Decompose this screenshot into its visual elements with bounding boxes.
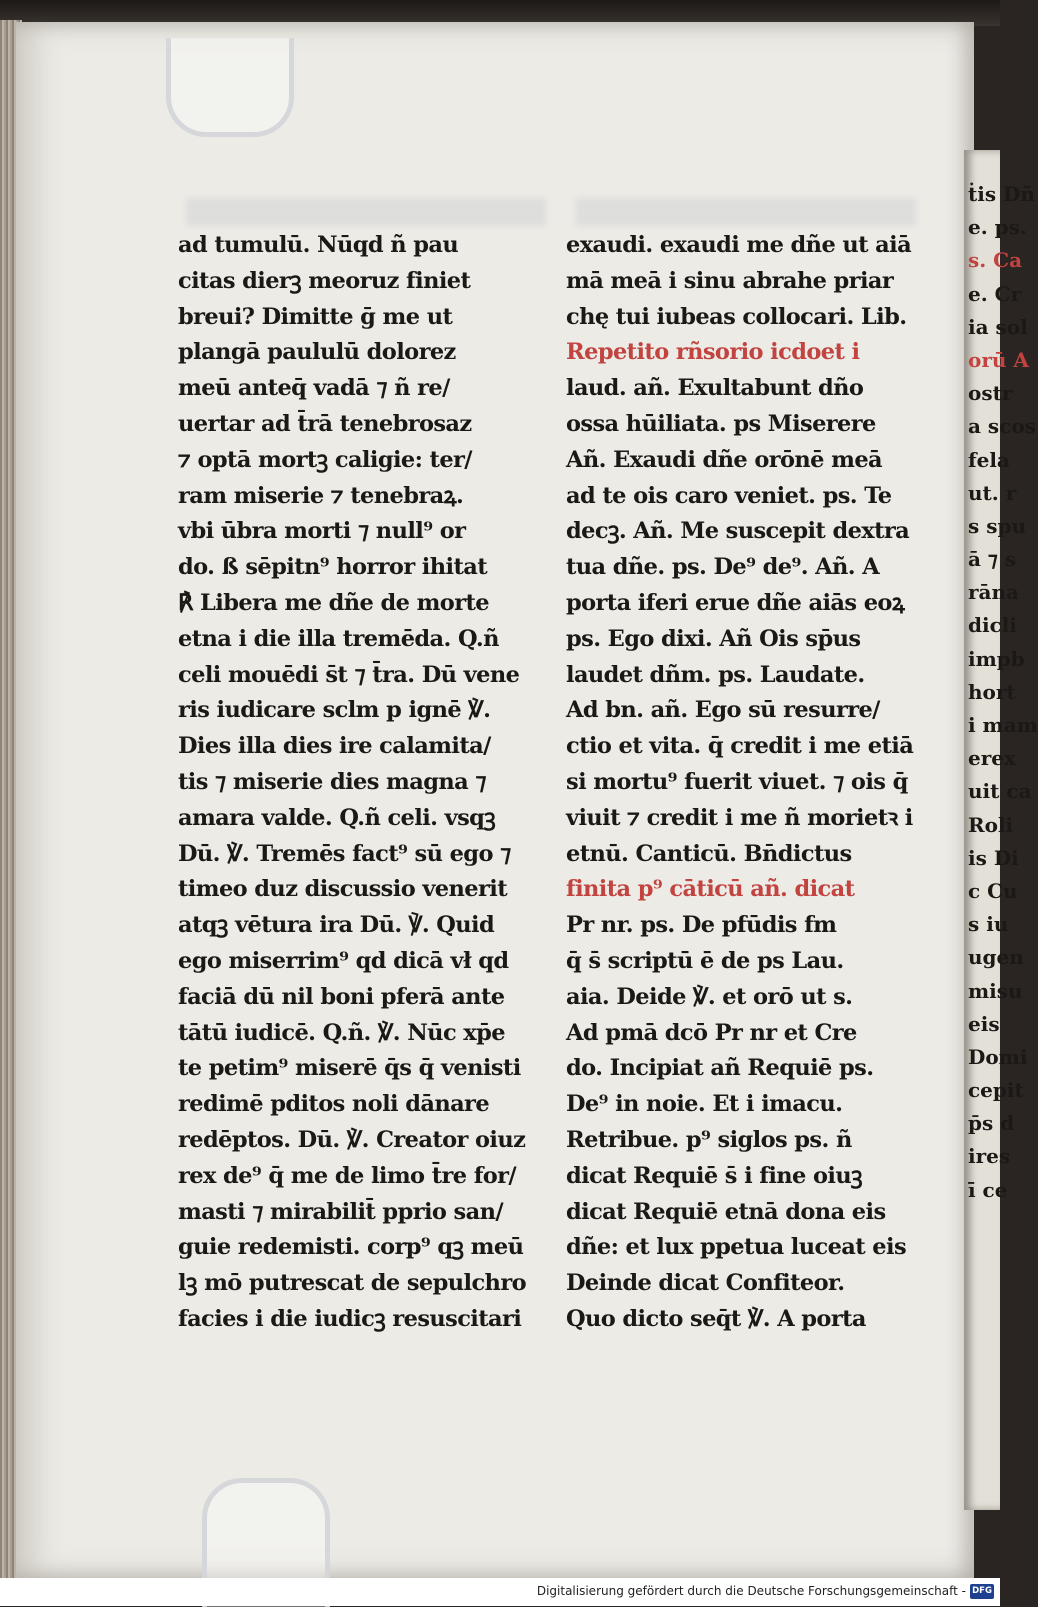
edge-line: e. ps. (968, 215, 1027, 240)
edge-line: impb (968, 646, 1025, 671)
text-line: ego miserrim⁹ qd dicā vł qd (178, 947, 509, 974)
text-line: ctio et vita. q̄ credit i me etiā (566, 733, 914, 760)
text-line: meū anteq̄ vadā ⁊ ñ re/ (178, 375, 450, 402)
text-line: ris iudicare sclm p ignē ℣. (178, 697, 491, 724)
edge-line: erex (968, 746, 1016, 771)
edge-line: ugen (968, 945, 1024, 970)
text-line: dicat Requiē etnā dona eis (566, 1198, 886, 1225)
edge-line: ṫis Dñ (968, 182, 1035, 206)
edge-line: Roli (968, 812, 1014, 837)
edge-line: ut. r (968, 480, 1017, 505)
text-line: rex de⁹ q̄ me de limo t̄re for/ (178, 1162, 517, 1189)
edge-line: ia sol (968, 314, 1028, 339)
edge-line: s spu (968, 513, 1027, 538)
text-line: porta iferi erue dñe aiās eoꝝ (566, 589, 905, 616)
text-line: do. ß sēpitn⁹ horror ihitat (178, 554, 488, 581)
text-line: redēptos. Dū. ℣. Creator oiuz (178, 1126, 526, 1153)
text-line: ℟ Libera me dñe de morte (178, 589, 489, 616)
edge-line: cepit (968, 1078, 1024, 1103)
text-line: Dū. ℣. Tremēs fact⁹ sū ego ⁊ (178, 840, 511, 867)
edge-line: eis (968, 1011, 1000, 1036)
text-line: Añ. Exaudi dñe orōnē meā (566, 446, 883, 473)
text-line: amara valde. Q.ñ celi. vsqꝫ (178, 804, 496, 831)
funding-credit: Digitalisierung gefördert durch die Deutsche Forschungsgemeinschaft - (536, 1584, 966, 1598)
text-line: faciā dū nil boni pferā ante (178, 983, 505, 1010)
rubric-line: Repetito rñsorio icdoet i (566, 339, 860, 366)
text-line: redimē pditos noli dānare (178, 1091, 490, 1118)
text-line: Quo dicto seq̄t ℣. A porta (566, 1305, 866, 1332)
edge-line: uit ca (968, 779, 1032, 804)
text-line: Ad bn. añ. Ego sū resurre/ (566, 697, 880, 724)
text-line: laud. añ. Exultabunt dño (566, 375, 864, 402)
edge-line: e. Cr (968, 281, 1022, 306)
text-line: si mortu⁹ fuerit viuet. ⁊ ois q̄ (566, 768, 908, 795)
edge-line: fela (968, 447, 1010, 472)
edge-line: ostr (968, 381, 1013, 406)
show-through-text (186, 198, 546, 226)
edge-line: misu (968, 978, 1023, 1003)
text-line: tis ⁊ miserie dies magna ⁊ (178, 768, 486, 795)
text-line: Deinde dicat Confiteor. (566, 1270, 845, 1297)
text-line: te petim⁹ miserē q̄s q̄ venisti (178, 1055, 521, 1082)
text-line: viuit ⁊ credit i me ñ morietꝛ i (566, 804, 913, 831)
page-clip-top (166, 38, 294, 137)
text-line: ossa hūiliata. ps Miserere (566, 410, 876, 437)
text-line: uertar ad t̄rā tenebrosaz (178, 410, 472, 437)
text-line: mā meā i sinu abrahe priar (566, 267, 894, 294)
edge-line: ī ce (968, 1177, 1008, 1202)
right-text-column (566, 228, 916, 1338)
text-line: facies i die iudicꝫ resuscitari (178, 1305, 522, 1332)
text-line: guie redemisti. corp⁹ qꝫ meū (178, 1234, 524, 1261)
text-line: Dies illa dies ire calamita/ (178, 733, 491, 760)
text-line: ram miserie ⁊ tenebraꝝ. (178, 482, 464, 509)
text-line: breui? Dimitte ḡ me ut (178, 303, 453, 330)
edge-line: s iu (968, 912, 1009, 937)
text-line: citas dierꝫ meoruz finiet (178, 267, 471, 294)
edge-line: p̄s d (968, 1111, 1015, 1136)
edge-line: orū A (968, 347, 1029, 372)
text-line: ad tumulū. Nūqd ñ pau (178, 232, 459, 258)
text-line: Ad pmā dcō Pr nr et Cre (566, 1019, 857, 1046)
edge-line: Domi (968, 1044, 1028, 1069)
text-line: laudet dñm. ps. Laudate. (566, 661, 865, 688)
text-line: ps. Ego dixi. Añ Ois sp̄us (566, 625, 861, 652)
edge-line: i mam (968, 713, 1038, 737)
text-line: masti ⁊ mirabilit̄ pprio san/ (178, 1198, 503, 1225)
text-line: dicat Requiē s̄ i fine oiuꝫ (566, 1162, 863, 1189)
text-line: plangā paululū dolorez (178, 339, 456, 366)
edge-line: dicli (968, 613, 1017, 638)
text-line: dñe: et lux ppetua luceat eis (566, 1234, 907, 1261)
edge-line: hort (968, 679, 1016, 704)
text-line: Retribue. p⁹ siglos ps. ñ (566, 1126, 852, 1153)
text-line: decꝫ. Añ. Me suscepit dextra (566, 518, 910, 545)
text-line: ad te ois caro veniet. ps. Te (566, 482, 892, 509)
edge-line: s. Ca (968, 248, 1023, 273)
text-line: celi mouēdi s̄t ⁊ t̄ra. Dū vene (178, 661, 520, 688)
text-line: exaudi. exaudi me dñe ut aiā (566, 232, 912, 258)
text-line: q̄ s̄ scriptū ē de ps Lau. (566, 947, 844, 974)
text-line: etna i die illa tremēda. Q.ñ (178, 625, 499, 652)
next-page-text (964, 150, 1038, 1207)
edge-line: rāna (968, 580, 1019, 605)
rubric-line: finita p⁹ cāticū añ. dicat (566, 876, 855, 903)
text-line: chę tui iubeas collocari. Lib. (566, 303, 907, 330)
edge-line: is Di (968, 845, 1019, 870)
edge-line: c Cu (968, 878, 1018, 903)
text-line: do. Incipiat añ Requiē ps. (566, 1055, 874, 1082)
text-line: tua dñe. ps. De⁹ de⁹. Añ. A (566, 554, 880, 581)
text-line: lꝫ mō putrescat de sepulchro (178, 1270, 526, 1297)
footer-bar (0, 1578, 1000, 1606)
text-line: vbi ūbra morti ⁊ null⁹ or (178, 518, 466, 545)
dfg-logo: DFG (970, 1584, 994, 1599)
text-line: Pr nr. ps. De pfūdis fm (566, 912, 837, 939)
text-line: ⁊ optā mortꝫ caligie: ter/ (178, 446, 472, 473)
show-through-text (576, 198, 916, 226)
edge-line: ires (968, 1144, 1011, 1169)
text-line: timeo duz discussio venerit (178, 876, 507, 903)
text-line: atqꝫ vētura ira Dū. ℣. Quid (178, 912, 495, 939)
text-line: etnū. Canticū. Bn̄dictus (566, 840, 852, 867)
edge-line: a scos (968, 414, 1036, 439)
text-line: aia. Deide ℣. et orō ut s. (566, 983, 853, 1010)
edge-line: ā ⁊ s (968, 547, 1017, 572)
next-page-edge (964, 150, 1038, 1510)
text-line: De⁹ in noie. Et i imacu. (566, 1091, 843, 1118)
left-text-column (178, 228, 536, 1338)
text-line: tātū iudicē. Q.ñ. ℣. Nūc xp̄e (178, 1019, 505, 1046)
